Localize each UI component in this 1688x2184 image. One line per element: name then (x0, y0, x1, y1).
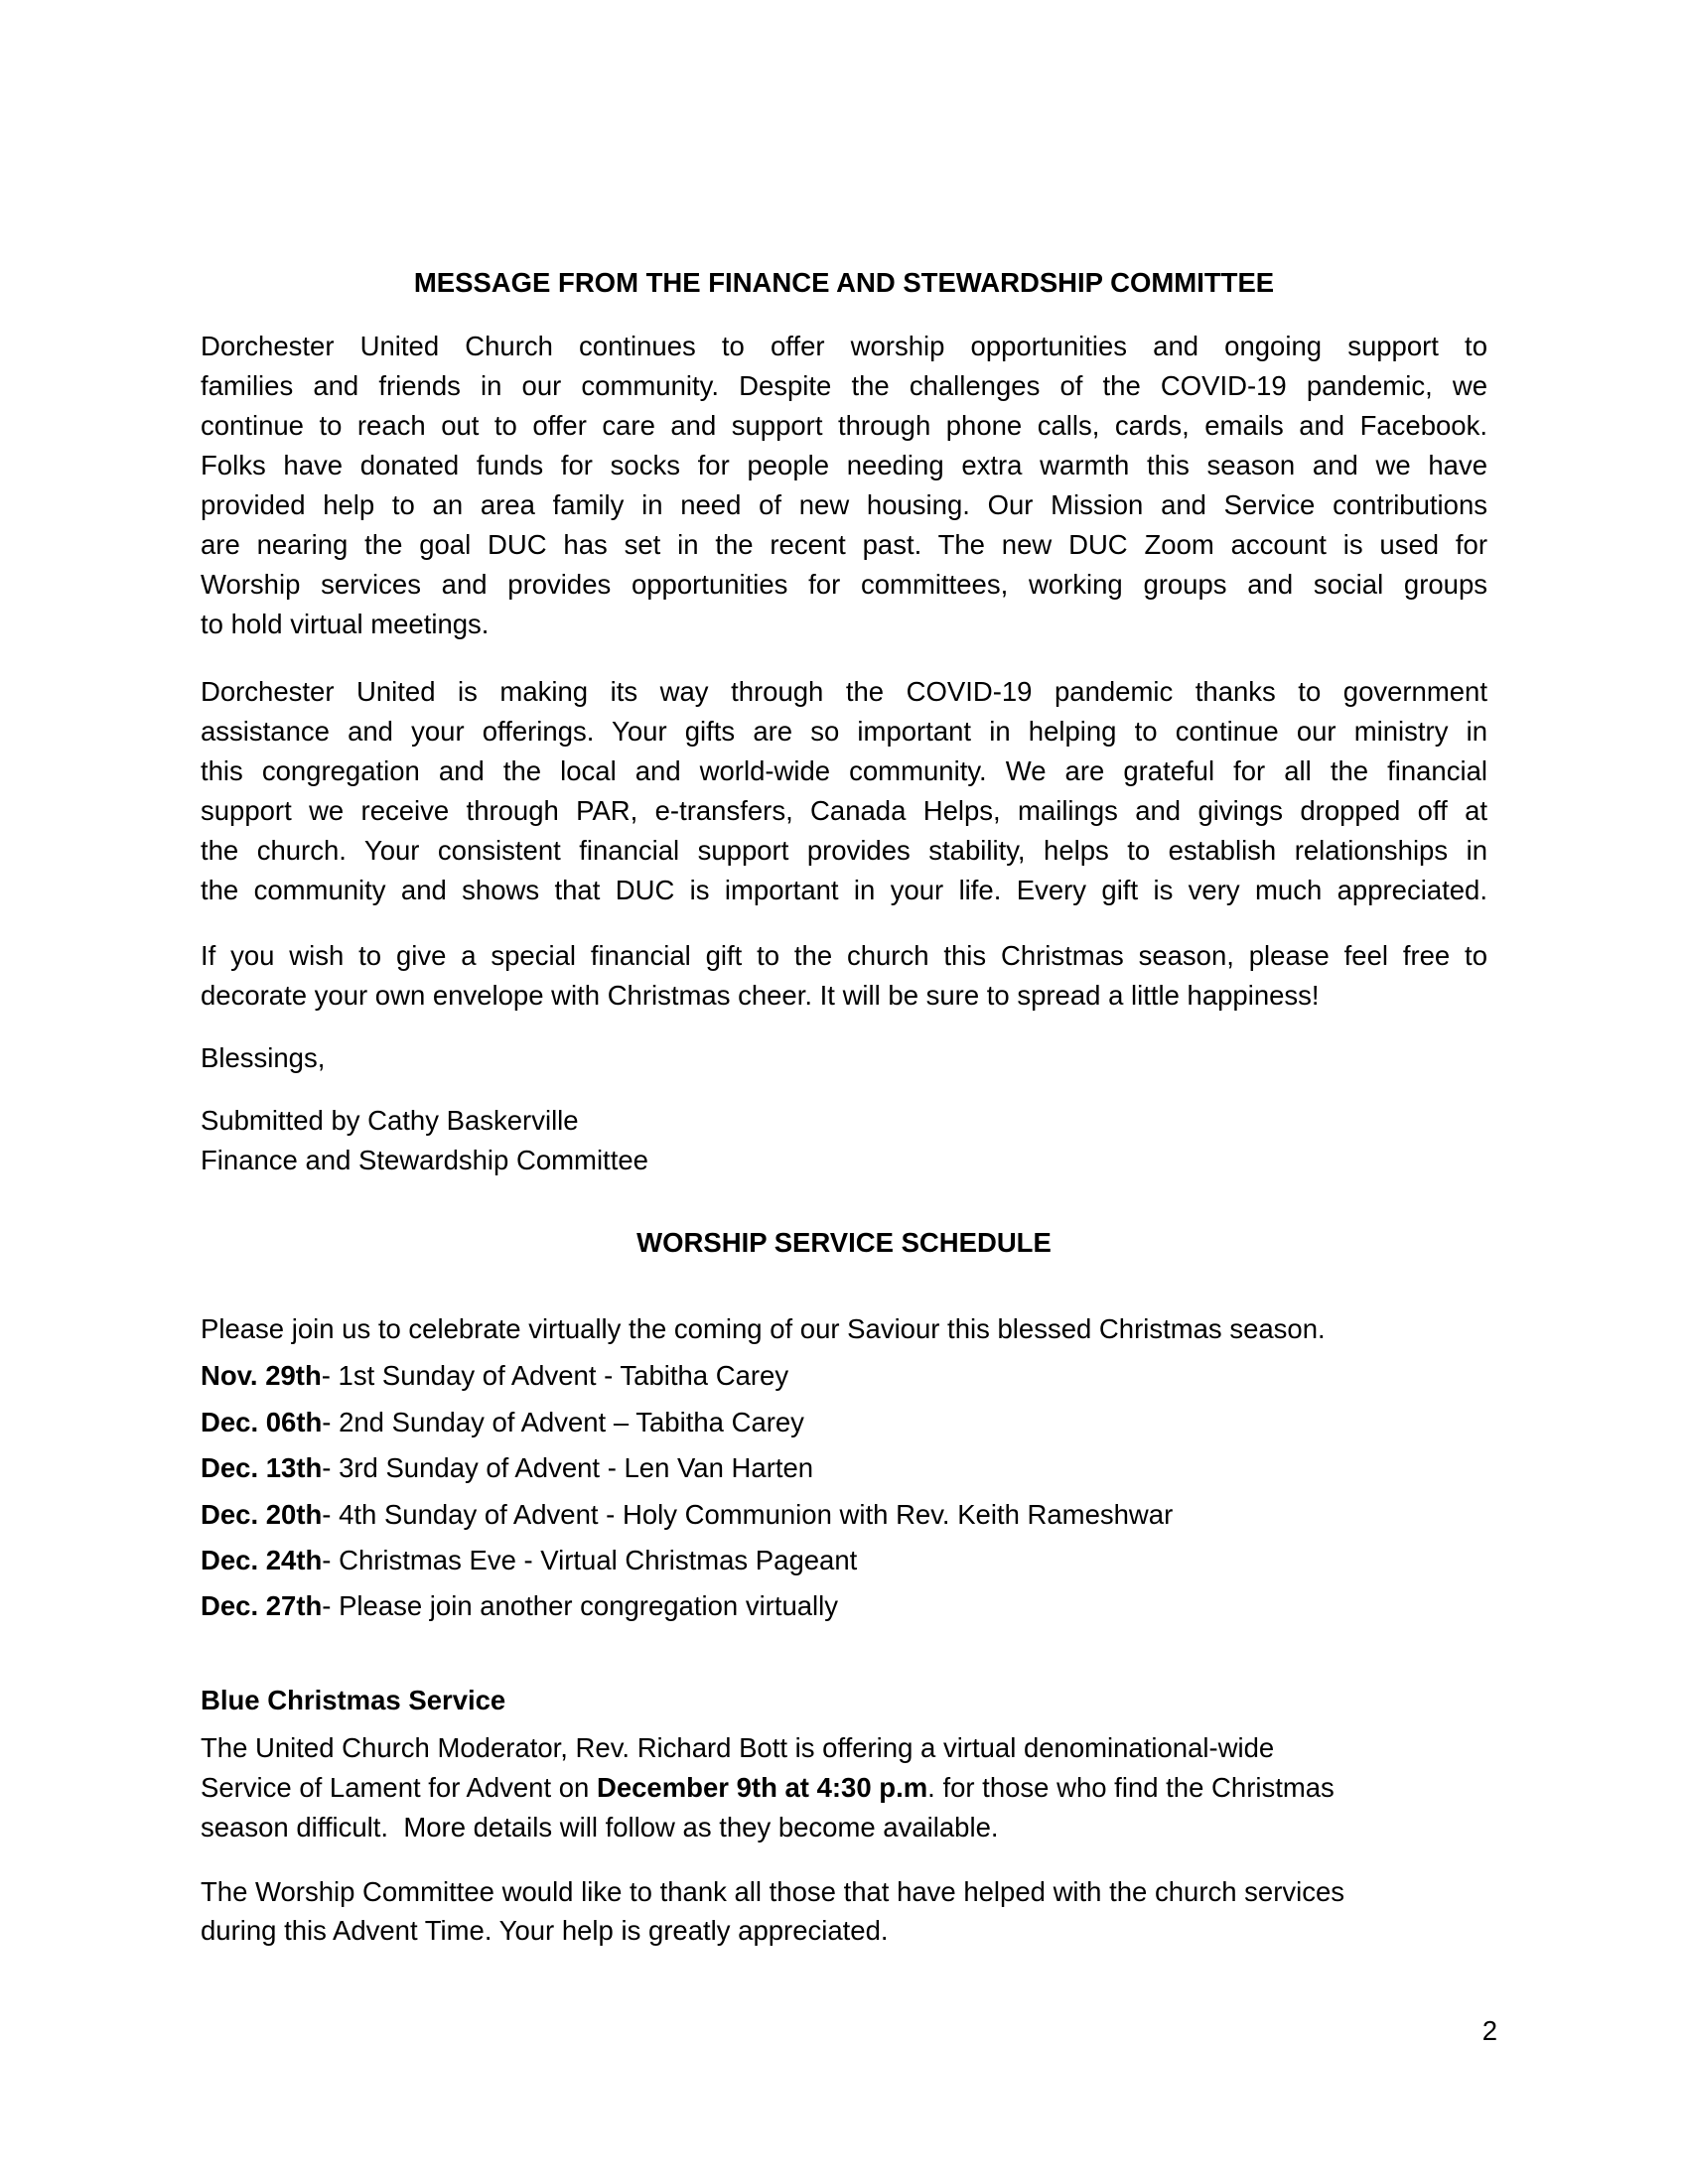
committee-name: Finance and Stewardship Committee (201, 1145, 648, 1175)
paragraph-line: Dorchester United is making its way through the COVID-19 pandemic thanks to government (201, 676, 1487, 707)
paragraph-line: to hold virtual meetings. (201, 609, 490, 639)
schedule-description: - Christmas Eve - Virtual Christmas Pageant (322, 1545, 858, 1575)
schedule-description: - Please join another congregation virtually (322, 1590, 839, 1621)
schedule-date: Dec. 20th (201, 1499, 323, 1530)
worship-intro: Please join us to celebrate virtually the coming of our Saviour this blessed Christmas season. (201, 1313, 1326, 1344)
schedule-date: Dec. 06th (201, 1407, 323, 1437)
schedule-description: - 4th Sunday of Advent - Holy Communion with Rev. Keith Rameshwar (322, 1499, 1174, 1530)
schedule-date: Dec. 13th (201, 1452, 323, 1483)
schedule-item (201, 1498, 1487, 1532)
paragraph-line: during this Advent Time. Your help is greatly appreciated. (201, 1915, 889, 1946)
paragraph-line: Dorchester United Church continues to offer worship opportunities and ongoing support to (201, 331, 1487, 361)
paragraph-line: The Worship Committee would like to thank all those that have helped with the church services (201, 1876, 1345, 1907)
worship-section-heading: WORSHIP SERVICE SCHEDULE (636, 1227, 1052, 1258)
schedule-item (201, 1589, 1487, 1623)
page-number: 2 (1481, 2015, 1497, 2046)
schedule-description: - 2nd Sunday of Advent – Tabitha Carey (322, 1407, 804, 1437)
paragraph-line: Worship services and provides opportunities for committees, working groups and social groups (201, 569, 1487, 600)
paragraph-line: support we receive through PAR, e-transfers, Canada Helps, mailings and givings dropped off at (201, 795, 1487, 826)
paragraph-line: The United Church Moderator, Rev. Richard Bott is offering a virtual denominational-wide (201, 1732, 1275, 1763)
paragraph-line: Folks have donated funds for socks for people needing extra warmth this season and we have (201, 450, 1487, 480)
submitted-by: Submitted by Cathy Baskerville (201, 1105, 579, 1136)
schedule-item (201, 1406, 1487, 1439)
paragraph-line: season difficult. More details will follow as they become available. (201, 1812, 999, 1843)
closing-salutation: Blessings, (201, 1042, 326, 1073)
finance-section-heading: MESSAGE FROM THE FINANCE AND STEWARDSHIP COMMITTEE (413, 267, 1275, 298)
schedule-item (201, 1544, 1487, 1577)
paragraph-line: families and friends in our community. Despite the challenges of the COVID-19 pandemic, we (201, 370, 1487, 401)
paragraph-line: assistance and your offerings. Your gifts are so important in helping to continue our ministry in (201, 716, 1487, 747)
paragraph-line: provided help to an area family in need of new housing. Our Mission and Service contributions (201, 489, 1487, 520)
schedule-date: Nov. 29th (201, 1360, 322, 1391)
paragraph-line: the community and shows that DUC is important in your life. Every gift is very much appreciated. (201, 875, 1487, 905)
schedule-item (201, 1451, 1487, 1485)
schedule-description: - 3rd Sunday of Advent - Len Van Harten (322, 1452, 814, 1483)
paragraph-line: are nearing the goal DUC has set in the recent past. The new DUC Zoom account is used for (201, 529, 1487, 560)
text-run: . for those who find the Christmas (927, 1772, 1335, 1803)
paragraph-line: the church. Your consistent financial support provides stability, helps to establish relationships in (201, 835, 1487, 866)
schedule-description: - 1st Sunday of Advent - Tabitha Carey (321, 1360, 789, 1391)
paragraph-line: continue to reach out to offer care and support through phone calls, cards, emails and Facebook. (201, 410, 1487, 441)
schedule-item (201, 1359, 1487, 1393)
event-datetime: December 9th at 4:30 p.m (596, 1772, 928, 1803)
schedule-date: Dec. 27th (201, 1590, 323, 1621)
paragraph-line (201, 1771, 1487, 1805)
paragraph-line: If you wish to give a special financial gift to the church this Christmas season, please feel free to (201, 940, 1487, 971)
paragraph-line: decorate your own envelope with Christmas cheer. It will be sure to spread a little happiness! (201, 980, 1320, 1011)
paragraph-line: this congregation and the local and world-wide community. We are grateful for all the financial (201, 755, 1487, 786)
blue-christmas-heading: Blue Christmas Service (201, 1685, 506, 1715)
text-run: Service of Lament for Advent on (201, 1772, 597, 1803)
schedule-date: Dec. 24th (201, 1545, 323, 1575)
